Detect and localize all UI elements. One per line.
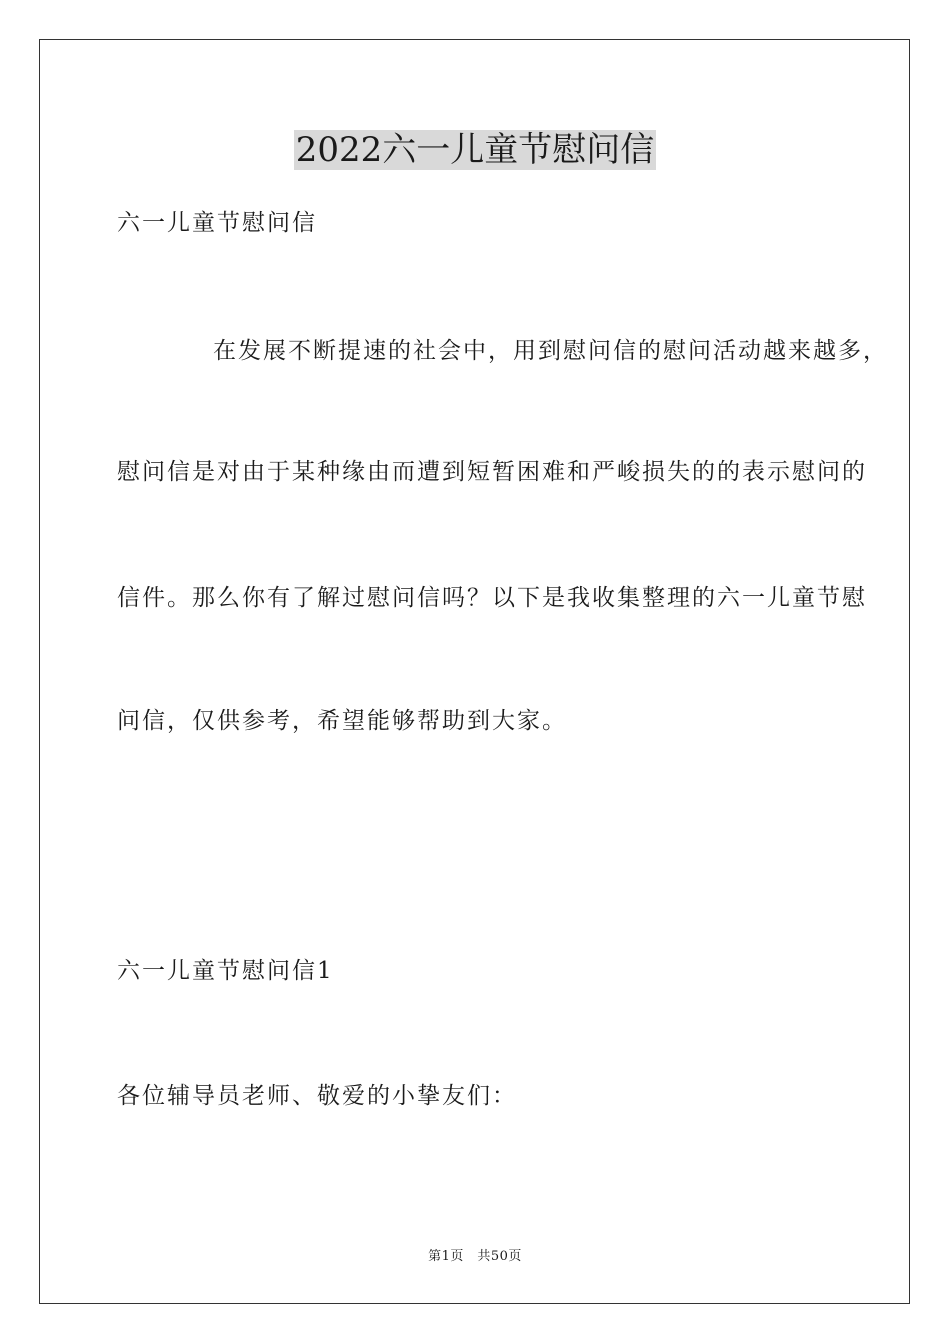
page-footer: 第1页 共50页 xyxy=(428,1249,522,1264)
intro-line-4: 问信，仅供参考，希望能够帮助到大家。 xyxy=(117,708,567,734)
document-title-text: 2022六一儿童节慰问信 xyxy=(295,130,655,170)
section-heading: 六一儿童节慰问信1 xyxy=(117,958,334,984)
document-subtitle: 六一儿童节慰问信 xyxy=(117,210,317,236)
document-title xyxy=(0,128,950,172)
salutation: 各位辅导员老师、敬爱的小挚友们： xyxy=(117,1083,517,1109)
intro-line-1: 在发展不断提速的社会中，用到慰问信的慰问活动越来越多， xyxy=(213,338,888,364)
intro-line-3: 信件。那么你有了解过慰问信吗？以下是我收集整理的六一儿童节慰 xyxy=(117,585,867,611)
intro-line-2: 慰问信是对由于某种缘由而遭到短暂困难和严峻损失的的表示慰问的 xyxy=(117,459,867,485)
